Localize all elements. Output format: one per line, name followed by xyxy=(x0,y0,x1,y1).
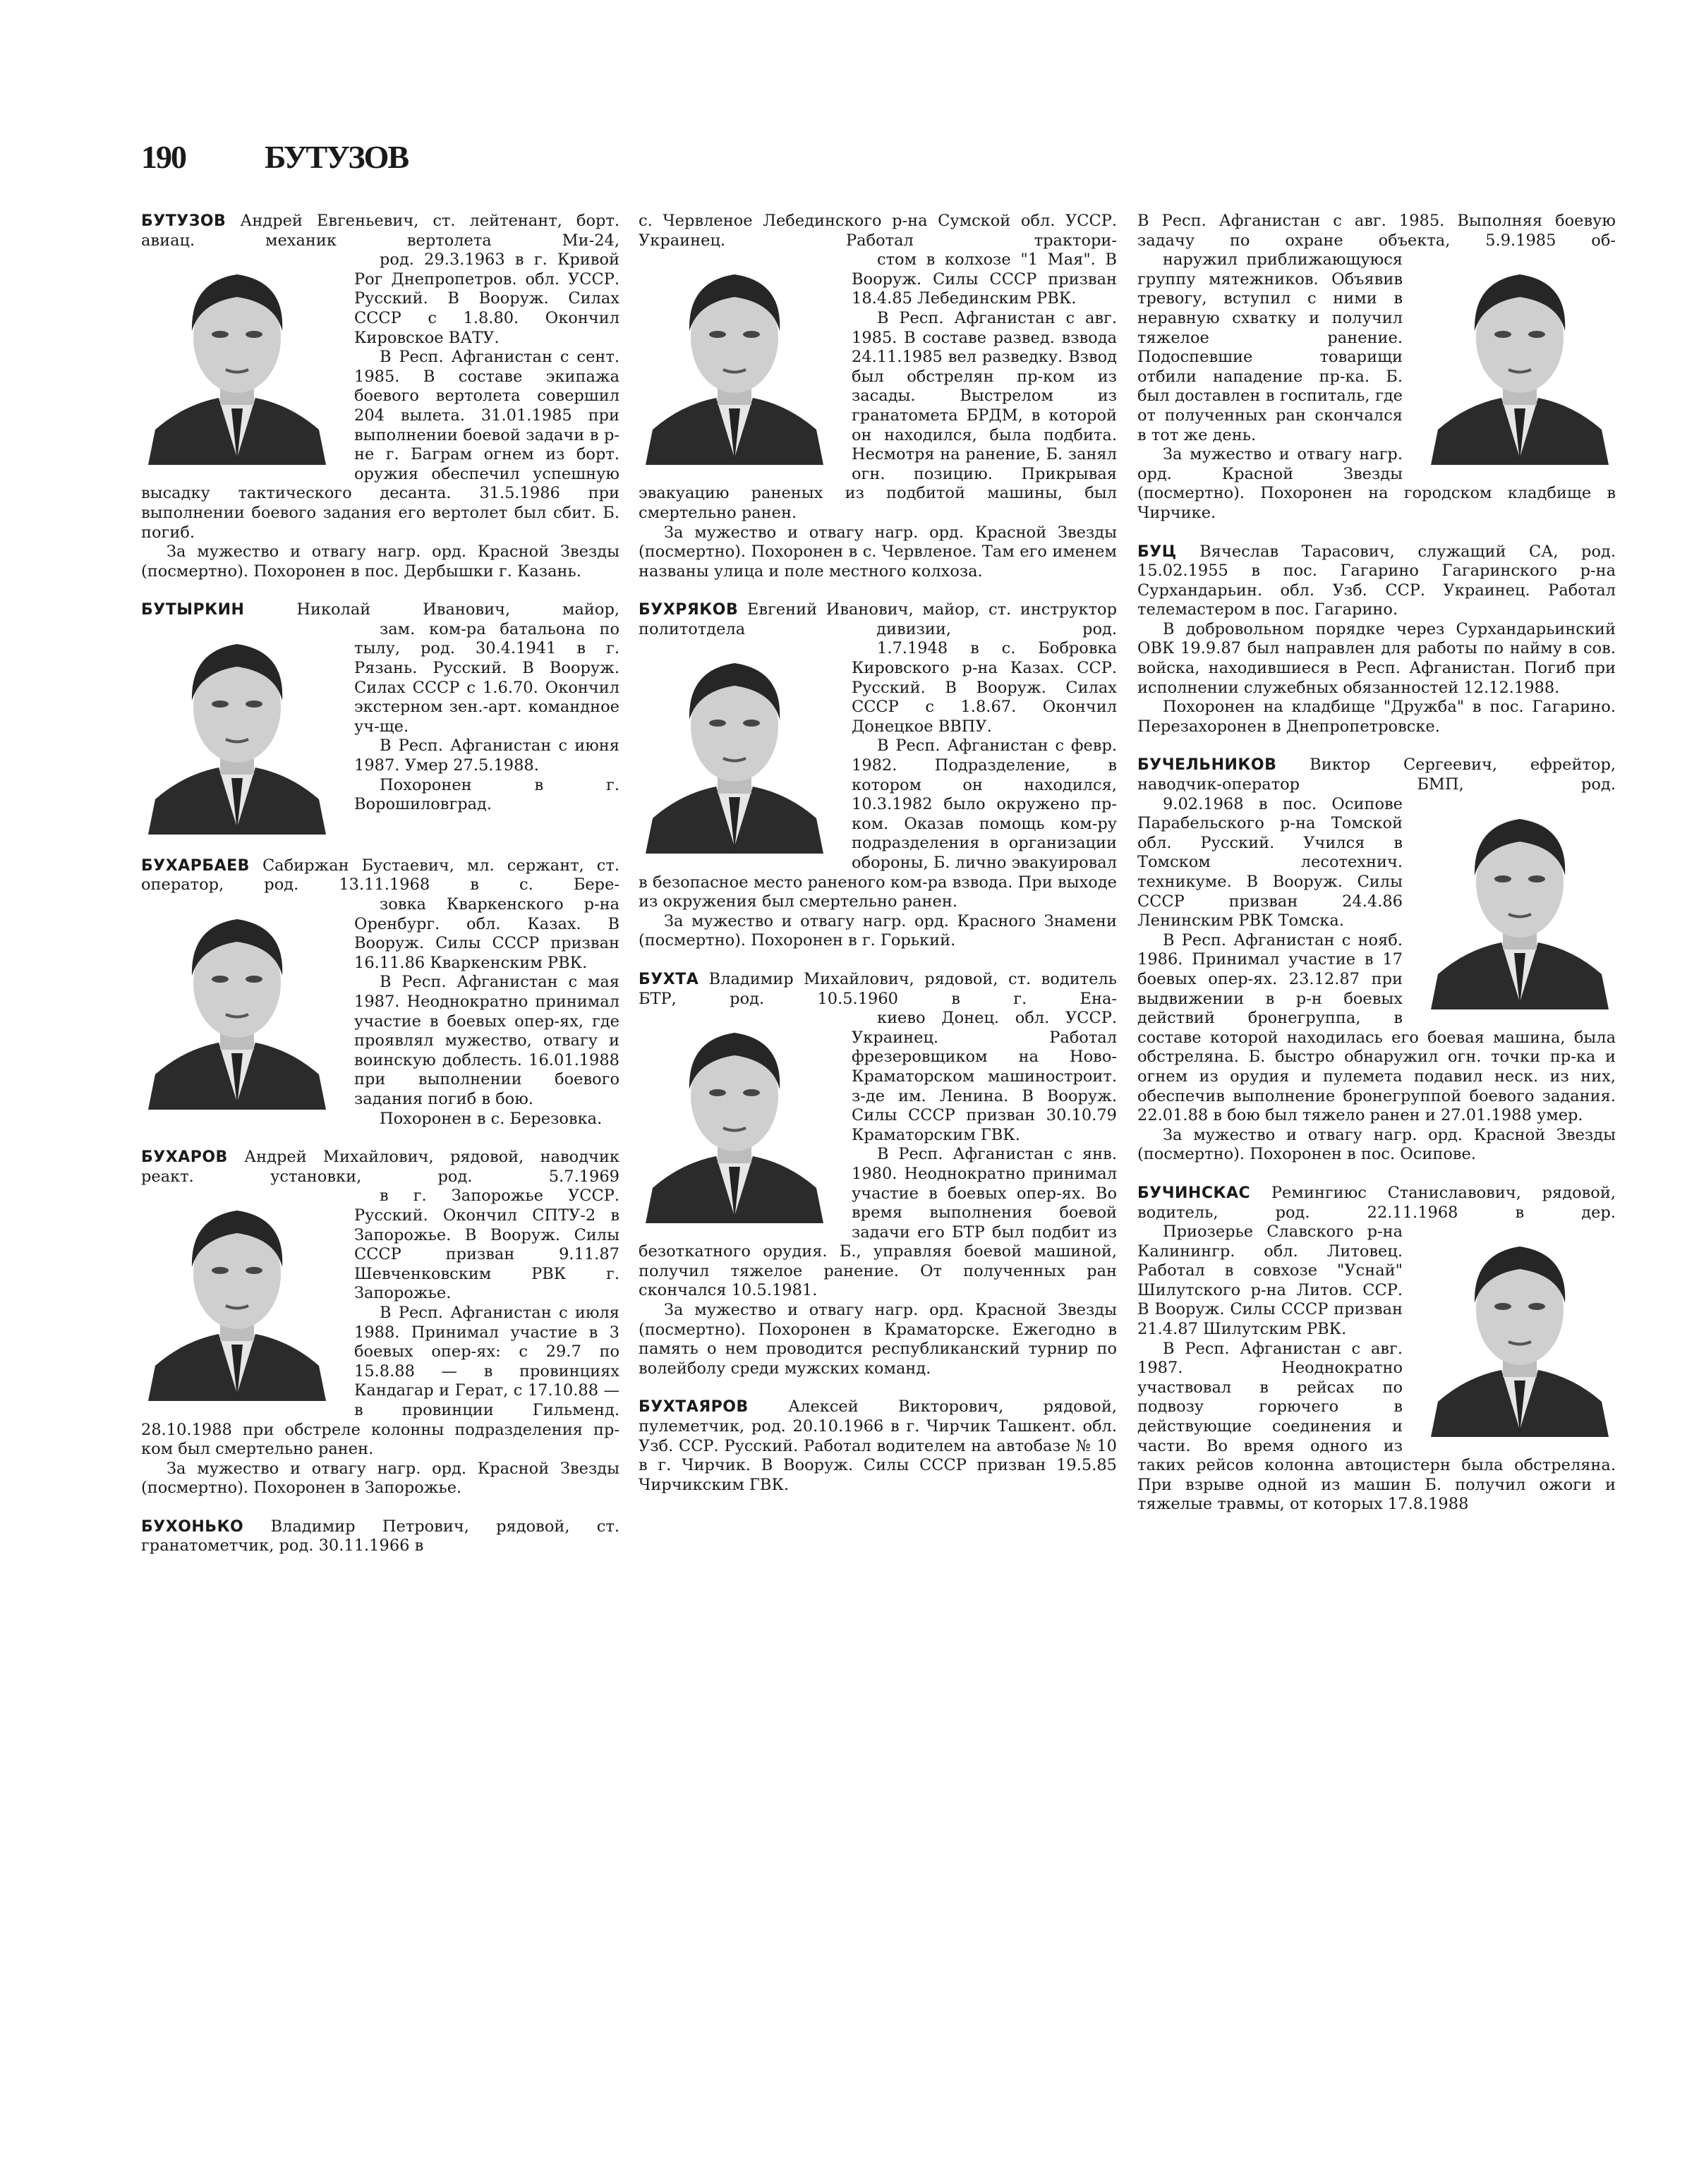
portrait-photo xyxy=(639,642,830,854)
entry-paragraph xyxy=(639,912,1117,951)
biography-entry xyxy=(639,1397,1117,1495)
entry-lead-text xyxy=(639,212,1117,250)
paragraph-text: В Респ. Афганистан с янв. 1980. Неоднократно принимал участие в боевых опер-ях. Во время выполнения боевой задачи его БТР был подбит из безоткатного орудия. Б., управляя боевой машиной, получил тяжелое ранение. От полученных ран скончался 10.5.1981. xyxy=(639,1145,1117,1300)
lead-text: Виктор Сергеевич, ефрейтор, наводчик-оператор БМП, род. xyxy=(1137,756,1616,794)
entry-paragraph xyxy=(141,1460,619,1498)
paragraph-text: В Респ. Афганистан с авг. 1987. Неоднократно участвовал в рейсах по подвозу горючего в действующие соединения и части. Во время одного из таких рейсов колонна автоцистерн была обстреляна. При взрыве одной из машин Б. получил ожоги и тяжелые травмы, от которых 17.8.1988 xyxy=(1137,1339,1616,1514)
paragraph-text: наружил приближающуюся группу мятежников. Объявив тревогу, вступил с ними в неравную схватку и получил тяжелое ранение. Подоспевшие товарищи отбили нападение пр-ка. Б. был доставлен в госпиталь, где от полученных ран скончался в тот же день. xyxy=(1137,250,1403,444)
entry-surname: БУХТА xyxy=(639,970,699,988)
paragraph-text: За мужество и отвагу нагр. орд. Красной Звезды (посмертно). Похоронен в пос. Дербышки г. Казань. xyxy=(141,542,619,581)
entry-lead-text xyxy=(1137,212,1616,250)
paragraph-text: род. 29.3.1963 в г. Кривой Рог Днепропетров. обл. УССР. Русский. В Вооруж. Силах СССР с 1.8.80. Окончил Кировское ВАТУ. xyxy=(354,250,619,347)
paragraph-text: В Респ. Афганистан с июля 1988. Принимал участие в 3 боевых опер-ях: с 29.7 по 15.8.88 — в провинциях Кандагар и Герат, с 17.10.88 — в провинции Гильменд. 28.10.1988 при обстреле колонны подразделения пр-ком был смертельно ранен. xyxy=(141,1303,619,1459)
paragraph-text: В Респ. Афганистан с сент. 1985. В составе экипажа боевого вертолета совершил 204 вылета. 31.01.1985 при выполнении боевой задачи в р-не г. Баграм огнем из борт. оружия обеспечил успешную высадку тактического десанта. 31.5.1986 при выполнении боевого задания его вертолет был сбит. Б. погиб. xyxy=(141,348,619,542)
biography-entry xyxy=(639,212,1117,581)
entry-paragraph xyxy=(639,1397,1117,1495)
paragraph-text: стом в колхозе "1 Мая". В Вооруж. Силы СССР призван 18.4.85 Лебединским РВК. xyxy=(852,250,1117,308)
biography-entry xyxy=(141,600,619,837)
paragraph-text: Похоронен в г. Ворошиловград. xyxy=(354,775,619,814)
entry-surname: БУТЫРКИН xyxy=(141,601,245,619)
paragraph-text: В Респ. Афганистан с нояб. 1986. Принимал участие в 17 боевых опер-ях. 23.12.87 при выдвижении в р-н боевых действий бронегруппа, в составе которой находилась его боевая машина, была обстреляна. Б. быстро обнаружил огн. точки пр-ка и огнем из орудия и пулемета подавил неск. из них, обеспечив выполнение бронегруппой боевого задания. 22.01.88 в бою был тяжело ранен и 27.01.1988 умер. xyxy=(1137,930,1616,1125)
biography-entry xyxy=(1137,756,1616,1164)
paragraph-text: Алексей Викторович, рядовой, пулеметчик, род. 20.10.1966 в г. Чирчик Ташкент. обл. Узб. ССР. Русский. Работал водителем на автобазе № 10 в г. Чирчик. В Вооруж. Силы СССР призван 19.5.85 Чирчикским ГВК. xyxy=(639,1397,1117,1494)
entry-paragraph xyxy=(1137,620,1616,698)
entry-paragraph xyxy=(639,523,1117,582)
paragraph-text: в г. Запорожье УССР. Русский. Окончил СПТУ-2 в Запорожье. В Вооруж. Силы СССР призван 9.11.87 Шевченковским РВК г. Запорожье. xyxy=(354,1187,619,1303)
paragraph-text: 1.7.1948 в с. Бобровка Кировского р-на Казах. ССР. Русский. В Вооруж. Силах СССР с 1.8.67. Окончил Донецкое ВВПУ. xyxy=(852,639,1117,736)
biography-entry xyxy=(141,856,619,1129)
biography-entry xyxy=(1137,1184,1616,1515)
biography-entry xyxy=(639,970,1117,1378)
entry-surname: БУЦ xyxy=(1137,542,1177,561)
portrait-photo xyxy=(1424,253,1616,465)
paragraph-text: Похоронен в с. Березовка. xyxy=(380,1109,603,1128)
entry-surname: БУЧИНСКАС xyxy=(1137,1184,1251,1202)
lead-text: Евгений Иванович, майор, ст. инструктор политотдела дивизии, род. xyxy=(639,600,1118,638)
column-2 xyxy=(639,212,1117,1514)
biography-entry xyxy=(1137,212,1616,523)
paragraph-text: Владимир Петрович, рядовой, ст. гранатометчик, род. 30.11.1966 в xyxy=(141,1517,619,1555)
entry-surname: БУХРЯКОВ xyxy=(639,601,739,619)
lead-text: Андрей Михайлович, рядовой, наводчик реакт. установки, род. 5.7.1969 xyxy=(141,1148,619,1186)
paragraph-text: Вячеслав Тарасович, служащий СА, род. 15.02.1955 в пос. Гагарино Гагаринского р-на Сурхандарьин. обл. Узб. ССР. Украинец. Работал телемастером в пос. Гагарино. xyxy=(1137,542,1616,619)
paragraph-text: зам. ком-ра батальона по тылу, род. 30.4.1941 в г. Рязань. Русский. В Вооруж. Силах СССР с 1.6.70. Окончил экстерном зен.-арт. командное уч-ще. xyxy=(354,619,619,736)
portrait-photo xyxy=(639,253,830,465)
biography-entry xyxy=(141,1148,619,1498)
portrait-photo xyxy=(141,1189,333,1401)
lead-text: Николай Иванович, майор, xyxy=(296,600,620,619)
paragraph-text: В Респ. Афганистан с февр. 1982. Подразделение, в котором он находился, 10.3.1982 было окружено пр-ком. Оказав помощь ком-ру подразделения в организации обороны, Б. лично эвакуировал в безопасное место раненого ком-ра взвода. При выходе из окружения был смертельно ранен. xyxy=(639,736,1117,911)
entry-paragraph xyxy=(1137,698,1616,736)
paragraph-text: За мужество и отвагу нагр. орд. Красной Звезды (посмертно). Похоронен в с. Червленое. Там его именем названы улица и поле местного колхоза. xyxy=(639,523,1117,581)
portrait-photo xyxy=(141,898,333,1110)
entry-surname: БУХАРОВ xyxy=(141,1148,228,1167)
entry-lead-text xyxy=(141,212,619,250)
page-header xyxy=(141,138,409,176)
entry-lead-text xyxy=(141,856,619,895)
lead-text: с. Червленое Лебединского р-на Сумской обл. УССР. Украинец. Работал трактори- xyxy=(639,212,1117,250)
entry-surname: БУТУЗОВ xyxy=(141,212,226,230)
entry-lead-text xyxy=(1137,1184,1616,1223)
page-number: 190 xyxy=(141,139,186,175)
entry-surname: БУЧЕЛЬНИКОВ xyxy=(1137,756,1277,775)
portrait-photo xyxy=(1424,1225,1616,1437)
portrait-photo xyxy=(639,1012,830,1223)
column-1 xyxy=(141,212,619,1575)
paragraph-text: зовка Кваркенского р-на Оренбург. обл. Казах. В Вооруж. Силы СССР призван 16.11.86 Кваркенским РВК. xyxy=(354,895,619,972)
paragraph-text: киево Донец. обл. УССР. Украинец. Работал фрезеровщиком на Ново-Краматорском машиностроит. з-де им. Ленина. В Вооруж. Силы СССР призван 30.10.79 Краматорским ГВК. xyxy=(852,1009,1117,1144)
paragraph-text: За мужество и отвагу нагр. орд. Красной Звезды (посмертно). Похоронен в Запорожье. xyxy=(141,1459,619,1498)
entry-paragraph xyxy=(639,1301,1117,1378)
lead-text: Ремингиюс Станиславович, рядовой, водитель, род. 22.11.1968 в дер. xyxy=(1137,1183,1616,1222)
lead-text: Владимир Михайлович, рядовой, ст. водитель БТР, род. 10.5.1960 в г. Ена- xyxy=(639,969,1117,1008)
paragraph-text: Приозерье Славского р-на Калинингр. обл. Литовец. Работал в совхозе "Уснай" Шилутского р-на Литов. ССР. В Вооруж. Силы СССР призван 21.4.87 Шилутским РВК. xyxy=(1137,1223,1403,1339)
running-title: БУТУЗОВ xyxy=(265,139,409,175)
biography-entry xyxy=(141,212,619,581)
biography-entry xyxy=(141,1517,619,1556)
entry-paragraph xyxy=(141,1110,619,1129)
entry-lead-text xyxy=(1137,756,1616,794)
paragraph-text: За мужество и отвагу нагр. орд. Красной Звезды (посмертно). Похоронен в Краматорске. Ежегодно в память о нем проводится республиканский турнир по волейболу среди мужских команд. xyxy=(639,1301,1117,1378)
paragraph-text: За мужество и отвагу нагр. орд. Красного Знамени (посмертно). Похоронен в г. Горький. xyxy=(639,911,1117,950)
entry-paragraph xyxy=(141,542,619,581)
entry-lead-text xyxy=(639,970,1117,1009)
entry-surname: БУХТАЯРОВ xyxy=(639,1398,749,1416)
entry-lead-text xyxy=(141,600,619,620)
lead-text: Андрей Евгеньевич, ст. лейтенант, борт. авиац. механик вертолета Ми-24, xyxy=(141,212,619,250)
entry-paragraph xyxy=(1137,542,1616,620)
paragraph-text: В добровольном порядке через Сурхандарьинский ОВК 19.9.87 был направлен для работы по найму в сов. войска, находившиеся в Респ. Афганистан. Погиб при исполнении служебных обязанностей 12.12.1988. xyxy=(1137,619,1616,697)
biography-entry xyxy=(639,600,1117,951)
paragraph-text: 9.02.1968 в пос. Осипове Парабельского р-на Томской обл. Русский. Учился в Томском лесотехнич. техникуме. В Вооруж. Силы СССР призван 24.4.86 Ленинским РВК Томска. xyxy=(1137,794,1403,930)
portrait-photo xyxy=(1424,798,1616,1009)
paragraph-text: За мужество и отвагу нагр. орд. Красной Звезды (посмертно). Похоронен на городском кладбище в Чирчике. xyxy=(1137,445,1616,522)
entry-surname: БУХОНЬКО xyxy=(141,1517,244,1536)
portrait-photo xyxy=(141,623,333,835)
portrait-photo xyxy=(141,253,333,465)
lead-text: Сабиржан Бустаевич, мл. сержант, ст. оператор, род. 13.11.1968 в с. Бере- xyxy=(141,856,619,894)
entry-lead-text xyxy=(639,600,1117,639)
paragraph-text: Похоронен на кладбище "Дружба" в пос. Гагарино. Перезахоронен в Днепропетровске. xyxy=(1137,698,1616,736)
paragraph-text: За мужество и отвагу нагр. орд. Красной Звезды (посмертно). Похоронен в пос. Осипове. xyxy=(1137,1125,1616,1164)
column-3 xyxy=(1137,212,1616,1534)
entry-lead-text xyxy=(141,1148,619,1187)
entry-paragraph xyxy=(1137,1126,1616,1165)
biography-entry xyxy=(1137,542,1616,737)
entry-paragraph xyxy=(141,1517,619,1556)
entry-surname: БУХАРБАЕВ xyxy=(141,856,250,875)
paragraph-text: В Респ. Афганистан с июня 1987. Умер 27.5.1988. xyxy=(354,736,619,775)
paragraph-text: В Респ. Афганистан с авг. 1985. В составе развед. взвода 24.11.1985 вел разведку. Взвод был обстрелян пр-ком из засады. Выстрелом из гранатомета БРДМ, в которой он находился, была подбита. Несмотря на ранение, Б. занял огн. позицию. Прикрывая эвакуацию раненых из подбитой машины, был смертельно ранен. xyxy=(639,308,1117,522)
lead-text: В Респ. Афганистан с авг. 1985. Выполняя боевую задачу по охране объекта, 5.9.1985 об- xyxy=(1137,212,1616,250)
paragraph-text: В Респ. Афганистан с мая 1987. Неоднократно принимал участие в боевых опер-ях, где проявлял мужество, отвагу и воинскую доблесть. 16.01.1988 при выполнении боевого задания погиб в бою. xyxy=(354,973,619,1108)
